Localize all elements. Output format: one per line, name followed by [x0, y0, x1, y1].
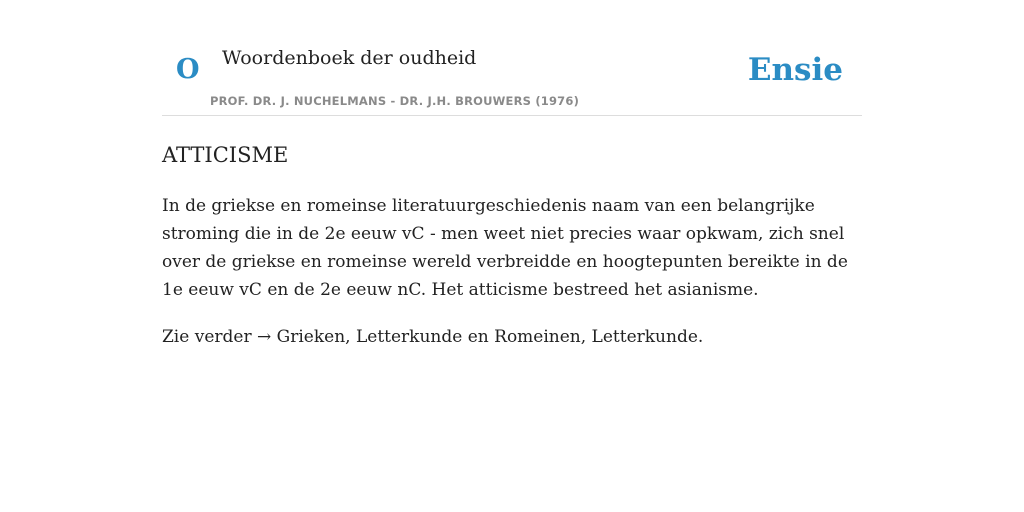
dictionary-title-link[interactable]: Woordenboek der oudheid	[222, 47, 477, 69]
link-grieken-letterkunde[interactable]: Grieken, Letterkunde	[276, 327, 463, 347]
see-also-joiner: en	[467, 327, 489, 347]
entry-title: ATTICISME	[162, 143, 289, 167]
letter-index-link[interactable]: O	[176, 54, 200, 85]
entry-body: In de griekse en romeinse literatuurgeschiedenis naam van een belangrijke stroming die in de 2e eeuw vC - men weet niet precies waar opkwam, zich snel over de griekse en romeinse wereld verbreidde en hoogtepunten bereikte in de 1e eeuw vC en de 2e eeuw nC. Het atticisme bestreed het asianisme.	[162, 196, 848, 300]
ensie-logo-link[interactable]: Ensie	[747, 52, 843, 88]
header	[162, 0, 862, 116]
page	[162, 0, 862, 512]
see-also-end: .	[697, 327, 704, 347]
see-also-prefix: Zie verder	[162, 327, 252, 347]
authors-line: PROF. DR. J. NUCHELMANS - DR. J.H. BROUWERS (1976)	[210, 94, 580, 108]
arrow-icon: →	[256, 327, 272, 347]
link-romeinen-letterkunde[interactable]: Romeinen, Letterkunde	[494, 327, 698, 347]
see-also	[162, 323, 862, 351]
